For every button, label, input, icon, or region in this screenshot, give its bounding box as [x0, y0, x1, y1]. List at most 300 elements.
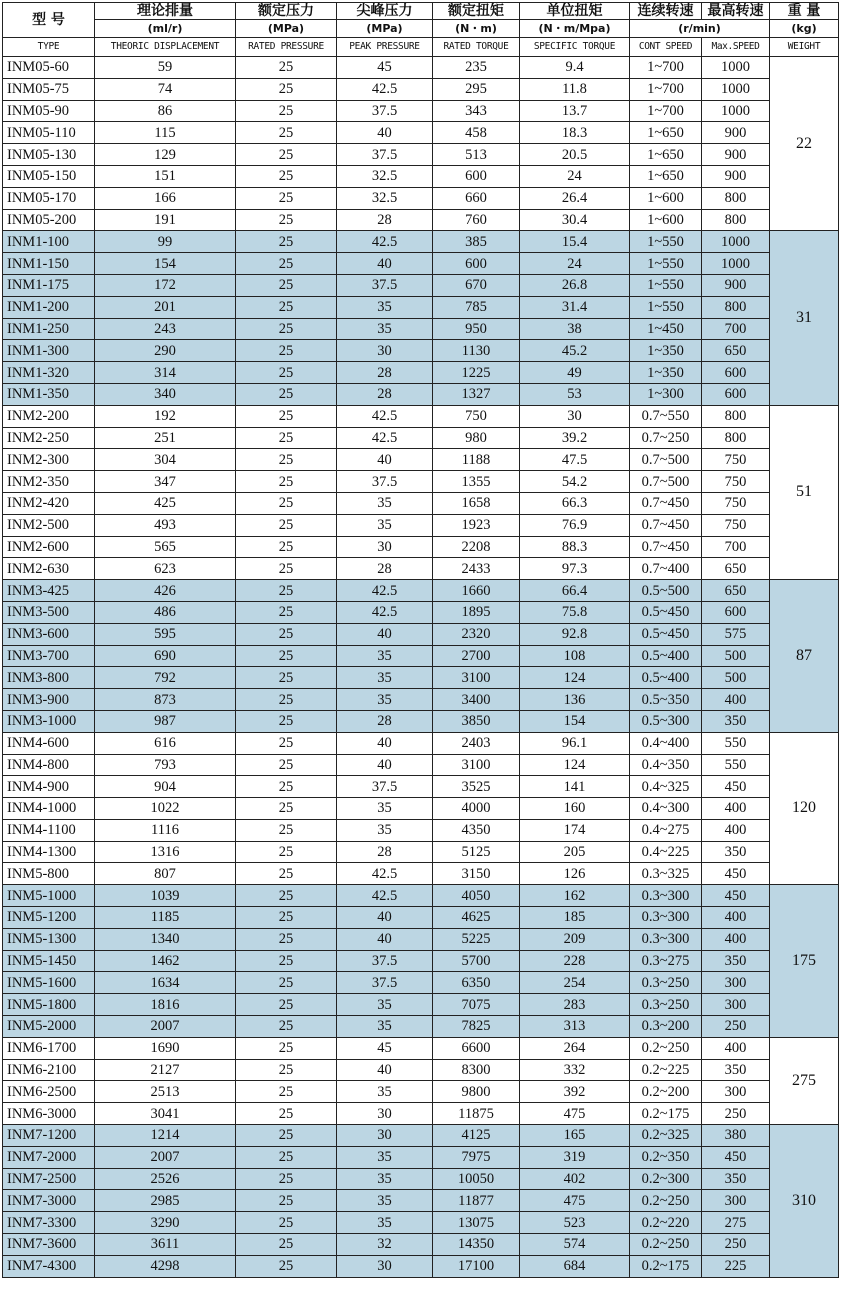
cell-peak-pressure: 35: [337, 1168, 433, 1190]
cell-max-speed: 350: [702, 710, 770, 732]
cell-specific-torque: 26.8: [520, 274, 630, 296]
cell-displacement: 793: [95, 754, 236, 776]
cell-peak-pressure: 37.5: [337, 100, 433, 122]
cell-model: INM05-75: [3, 78, 95, 100]
cell-max-speed: 350: [702, 1168, 770, 1190]
cell-peak-pressure: 42.5: [337, 231, 433, 253]
cell-rated-torque: 950: [433, 318, 520, 340]
cell-rated-pressure: 25: [236, 1059, 337, 1081]
cell-rated-pressure: 25: [236, 514, 337, 536]
cell-rated-torque: 1660: [433, 580, 520, 602]
cell-displacement: 1816: [95, 994, 236, 1016]
cell-weight: 275: [770, 1037, 839, 1124]
cell-model: INM6-2500: [3, 1081, 95, 1103]
cell-specific-torque: 185: [520, 907, 630, 929]
cell-max-speed: 300: [702, 994, 770, 1016]
cell-max-speed: 550: [702, 754, 770, 776]
cell-cont-speed: 0.4~400: [630, 732, 702, 754]
cell-peak-pressure: 35: [337, 689, 433, 711]
cell-displacement: 290: [95, 340, 236, 362]
table-row: [3, 798, 839, 820]
cell-peak-pressure: 35: [337, 645, 433, 667]
table-row: [3, 383, 839, 405]
cell-peak-pressure: 45: [337, 1037, 433, 1059]
cell-specific-torque: 24: [520, 253, 630, 275]
cell-displacement: 2985: [95, 1190, 236, 1212]
cell-cont-speed: 0.3~275: [630, 950, 702, 972]
cell-cont-speed: 0.3~300: [630, 907, 702, 929]
cell-rated-torque: 11877: [433, 1190, 520, 1212]
cell-max-speed: 400: [702, 928, 770, 950]
cell-model: INM3-425: [3, 580, 95, 602]
cell-cont-speed: 1~650: [630, 122, 702, 144]
cell-rated-torque: 2208: [433, 536, 520, 558]
cell-rated-torque: 17100: [433, 1255, 520, 1277]
cell-cont-speed: 0.3~300: [630, 928, 702, 950]
cell-max-speed: 1000: [702, 57, 770, 79]
cell-weight: 22: [770, 57, 839, 231]
header-speed-unit: (r/min): [630, 20, 770, 38]
cell-rated-torque: 4050: [433, 885, 520, 907]
cell-displacement: 623: [95, 558, 236, 580]
cell-weight: 51: [770, 405, 839, 579]
cell-cont-speed: 1~350: [630, 362, 702, 384]
cell-model: INM3-800: [3, 667, 95, 689]
cell-peak-pressure: 40: [337, 253, 433, 275]
table-row: [3, 253, 839, 275]
cell-displacement: 243: [95, 318, 236, 340]
cell-cont-speed: 0.5~350: [630, 689, 702, 711]
table-row: [3, 57, 839, 79]
cell-rated-torque: 1895: [433, 601, 520, 623]
cell-rated-pressure: 25: [236, 1234, 337, 1256]
cell-displacement: 1634: [95, 972, 236, 994]
cell-peak-pressure: 40: [337, 928, 433, 950]
cell-displacement: 191: [95, 209, 236, 231]
cell-max-speed: 900: [702, 144, 770, 166]
cell-cont-speed: 1~600: [630, 209, 702, 231]
cell-model: INM5-2000: [3, 1016, 95, 1038]
cell-peak-pressure: 35: [337, 994, 433, 1016]
cell-peak-pressure: 37.5: [337, 274, 433, 296]
cell-cont-speed: 1~550: [630, 296, 702, 318]
cell-model: INM05-200: [3, 209, 95, 231]
cell-cont-speed: 0.7~550: [630, 405, 702, 427]
cell-max-speed: 400: [702, 798, 770, 820]
cell-displacement: 304: [95, 449, 236, 471]
cell-rated-pressure: 25: [236, 231, 337, 253]
cell-cont-speed: 1~350: [630, 340, 702, 362]
cell-cont-speed: 0.2~175: [630, 1103, 702, 1125]
table-row: [3, 318, 839, 340]
cell-specific-torque: 47.5: [520, 449, 630, 471]
cell-rated-torque: 3150: [433, 863, 520, 885]
cell-cont-speed: 0.4~325: [630, 776, 702, 798]
cell-displacement: 873: [95, 689, 236, 711]
cell-model: INM05-110: [3, 122, 95, 144]
header-weight-cn: 重 量: [770, 3, 839, 20]
cell-model: INM5-1450: [3, 950, 95, 972]
header-rated-pressure-cn: 额定压力: [236, 3, 337, 20]
cell-specific-torque: 475: [520, 1190, 630, 1212]
cell-max-speed: 300: [702, 1081, 770, 1103]
cell-rated-pressure: 25: [236, 994, 337, 1016]
header-specific-torque-unit: (N・m/Mpa): [520, 20, 630, 38]
cell-model: INM7-3600: [3, 1234, 95, 1256]
cell-max-speed: 750: [702, 449, 770, 471]
cell-model: INM5-1200: [3, 907, 95, 929]
cell-rated-pressure: 25: [236, 144, 337, 166]
cell-specific-torque: 66.3: [520, 492, 630, 514]
header-model-cn: 型 号: [3, 3, 95, 38]
cell-rated-torque: 5125: [433, 841, 520, 863]
cell-peak-pressure: 30: [337, 536, 433, 558]
cell-peak-pressure: 42.5: [337, 78, 433, 100]
cell-specific-torque: 154: [520, 710, 630, 732]
cell-rated-torque: 1188: [433, 449, 520, 471]
cell-model: INM3-1000: [3, 710, 95, 732]
cell-specific-torque: 124: [520, 667, 630, 689]
table-row: [3, 885, 839, 907]
cell-rated-torque: 4125: [433, 1125, 520, 1147]
cell-model: INM05-170: [3, 187, 95, 209]
cell-rated-pressure: 25: [236, 1037, 337, 1059]
cell-peak-pressure: 35: [337, 318, 433, 340]
cell-cont-speed: 0.2~350: [630, 1146, 702, 1168]
cell-displacement: 59: [95, 57, 236, 79]
cell-displacement: 340: [95, 383, 236, 405]
cell-rated-torque: 1225: [433, 362, 520, 384]
cell-model: INM1-100: [3, 231, 95, 253]
cell-cont-speed: 0.3~325: [630, 863, 702, 885]
cell-cont-speed: 1~550: [630, 253, 702, 275]
header-rated-torque-en: RATED TORQUE: [433, 38, 520, 57]
table-row: [3, 471, 839, 493]
spec-table: [2, 2, 839, 1278]
cell-rated-torque: 6350: [433, 972, 520, 994]
cell-specific-torque: 254: [520, 972, 630, 994]
header-model-en: TYPE: [3, 38, 95, 57]
cell-weight: 120: [770, 732, 839, 885]
cell-peak-pressure: 35: [337, 514, 433, 536]
cell-peak-pressure: 37.5: [337, 972, 433, 994]
cell-peak-pressure: 40: [337, 1059, 433, 1081]
cell-specific-torque: 49: [520, 362, 630, 384]
cell-model: INM7-4300: [3, 1255, 95, 1277]
cell-model: INM2-420: [3, 492, 95, 514]
cell-max-speed: 700: [702, 536, 770, 558]
cell-max-speed: 450: [702, 863, 770, 885]
cell-specific-torque: 75.8: [520, 601, 630, 623]
table-row: [3, 296, 839, 318]
cell-rated-torque: 13075: [433, 1212, 520, 1234]
cell-specific-torque: 20.5: [520, 144, 630, 166]
cell-max-speed: 400: [702, 1037, 770, 1059]
cell-cont-speed: 0.3~300: [630, 885, 702, 907]
cell-cont-speed: 0.7~500: [630, 449, 702, 471]
table-row: [3, 1081, 839, 1103]
cell-model: INM6-1700: [3, 1037, 95, 1059]
cell-peak-pressure: 35: [337, 296, 433, 318]
cell-max-speed: 900: [702, 274, 770, 296]
cell-displacement: 4298: [95, 1255, 236, 1277]
cell-rated-pressure: 25: [236, 580, 337, 602]
cell-rated-pressure: 25: [236, 623, 337, 645]
cell-max-speed: 600: [702, 383, 770, 405]
cell-rated-torque: 670: [433, 274, 520, 296]
cell-rated-pressure: 25: [236, 798, 337, 820]
cell-max-speed: 450: [702, 1146, 770, 1168]
cell-rated-pressure: 25: [236, 383, 337, 405]
cell-specific-torque: 11.8: [520, 78, 630, 100]
cell-cont-speed: 0.7~400: [630, 558, 702, 580]
table-row: [3, 601, 839, 623]
cell-cont-speed: 1~550: [630, 231, 702, 253]
table-row: [3, 144, 839, 166]
cell-cont-speed: 0.5~400: [630, 645, 702, 667]
cell-cont-speed: 0.2~225: [630, 1059, 702, 1081]
cell-cont-speed: 0.2~200: [630, 1081, 702, 1103]
cell-peak-pressure: 42.5: [337, 427, 433, 449]
header-rated-pressure-unit: (MPa): [236, 20, 337, 38]
cell-peak-pressure: 32.5: [337, 165, 433, 187]
cell-rated-pressure: 25: [236, 427, 337, 449]
cell-model: INM5-1300: [3, 928, 95, 950]
cell-rated-pressure: 25: [236, 405, 337, 427]
cell-displacement: 425: [95, 492, 236, 514]
cell-rated-torque: 2403: [433, 732, 520, 754]
table-row: [3, 187, 839, 209]
cell-specific-torque: 209: [520, 928, 630, 950]
cell-cont-speed: 0.2~250: [630, 1037, 702, 1059]
cell-specific-torque: 332: [520, 1059, 630, 1081]
cell-peak-pressure: 35: [337, 492, 433, 514]
cell-max-speed: 750: [702, 471, 770, 493]
cell-peak-pressure: 30: [337, 1103, 433, 1125]
cell-peak-pressure: 42.5: [337, 863, 433, 885]
cell-cont-speed: 0.3~250: [630, 972, 702, 994]
cell-displacement: 1690: [95, 1037, 236, 1059]
cell-model: INM2-500: [3, 514, 95, 536]
cell-max-speed: 450: [702, 776, 770, 798]
cell-cont-speed: 0.7~500: [630, 471, 702, 493]
table-row: [3, 1212, 839, 1234]
header-specific-torque-en: SPECIFIC TORQUE: [520, 38, 630, 57]
cell-cont-speed: 0.3~200: [630, 1016, 702, 1038]
cell-rated-pressure: 25: [236, 1168, 337, 1190]
cell-specific-torque: 574: [520, 1234, 630, 1256]
table-row: [3, 689, 839, 711]
cell-specific-torque: 31.4: [520, 296, 630, 318]
cell-specific-torque: 475: [520, 1103, 630, 1125]
cell-peak-pressure: 35: [337, 819, 433, 841]
cell-rated-torque: 10050: [433, 1168, 520, 1190]
cell-rated-pressure: 25: [236, 296, 337, 318]
cell-rated-pressure: 25: [236, 710, 337, 732]
cell-rated-pressure: 25: [236, 819, 337, 841]
cell-rated-torque: 600: [433, 253, 520, 275]
cell-rated-torque: 4350: [433, 819, 520, 841]
cell-displacement: 2007: [95, 1016, 236, 1038]
cell-specific-torque: 38: [520, 318, 630, 340]
cell-displacement: 616: [95, 732, 236, 754]
cell-peak-pressure: 35: [337, 1016, 433, 1038]
cell-displacement: 99: [95, 231, 236, 253]
cell-rated-torque: 660: [433, 187, 520, 209]
cell-weight: 175: [770, 885, 839, 1038]
cell-peak-pressure: 37.5: [337, 144, 433, 166]
cell-peak-pressure: 30: [337, 340, 433, 362]
cell-model: INM1-150: [3, 253, 95, 275]
cell-rated-torque: 5700: [433, 950, 520, 972]
cell-rated-pressure: 25: [236, 645, 337, 667]
cell-model: INM7-3300: [3, 1212, 95, 1234]
cell-model: INM4-900: [3, 776, 95, 798]
header-displacement-en: THEORIC DISPLACEMENT: [95, 38, 236, 57]
cell-peak-pressure: 30: [337, 1125, 433, 1147]
cell-model: INM2-300: [3, 449, 95, 471]
cell-max-speed: 650: [702, 580, 770, 602]
cell-rated-torque: 5225: [433, 928, 520, 950]
table-row: [3, 209, 839, 231]
cell-peak-pressure: 37.5: [337, 950, 433, 972]
cell-rated-torque: 1355: [433, 471, 520, 493]
cell-cont-speed: 0.2~250: [630, 1190, 702, 1212]
table-row: [3, 1059, 839, 1081]
table-row: [3, 863, 839, 885]
cell-rated-torque: 11875: [433, 1103, 520, 1125]
cell-peak-pressure: 28: [337, 209, 433, 231]
cell-model: INM4-600: [3, 732, 95, 754]
cell-max-speed: 275: [702, 1212, 770, 1234]
cell-peak-pressure: 40: [337, 122, 433, 144]
cell-displacement: 807: [95, 863, 236, 885]
cell-rated-torque: 513: [433, 144, 520, 166]
cell-cont-speed: 0.5~400: [630, 667, 702, 689]
cell-specific-torque: 66.4: [520, 580, 630, 602]
cell-rated-pressure: 25: [236, 492, 337, 514]
cell-max-speed: 250: [702, 1234, 770, 1256]
cell-max-speed: 800: [702, 187, 770, 209]
cell-peak-pressure: 35: [337, 798, 433, 820]
cell-specific-torque: 13.7: [520, 100, 630, 122]
cell-displacement: 1116: [95, 819, 236, 841]
cell-rated-pressure: 25: [236, 907, 337, 929]
cell-rated-pressure: 25: [236, 536, 337, 558]
cell-model: INM5-1600: [3, 972, 95, 994]
cell-specific-torque: 264: [520, 1037, 630, 1059]
cell-max-speed: 1000: [702, 231, 770, 253]
cell-displacement: 426: [95, 580, 236, 602]
cell-rated-torque: 2320: [433, 623, 520, 645]
cell-model: INM3-900: [3, 689, 95, 711]
cell-specific-torque: 228: [520, 950, 630, 972]
cell-max-speed: 800: [702, 296, 770, 318]
table-header: [3, 3, 839, 57]
cell-model: INM05-90: [3, 100, 95, 122]
cell-rated-pressure: 25: [236, 667, 337, 689]
cell-rated-pressure: 25: [236, 1212, 337, 1234]
cell-cont-speed: 0.5~500: [630, 580, 702, 602]
cell-peak-pressure: 42.5: [337, 885, 433, 907]
cell-rated-pressure: 25: [236, 1081, 337, 1103]
cell-specific-torque: 54.2: [520, 471, 630, 493]
cell-cont-speed: 0.4~225: [630, 841, 702, 863]
cell-specific-torque: 136: [520, 689, 630, 711]
cell-rated-pressure: 25: [236, 187, 337, 209]
cell-rated-pressure: 25: [236, 274, 337, 296]
cell-displacement: 251: [95, 427, 236, 449]
table-row: [3, 1190, 839, 1212]
cell-model: INM05-60: [3, 57, 95, 79]
cell-model: INM2-630: [3, 558, 95, 580]
cell-displacement: 493: [95, 514, 236, 536]
cell-specific-torque: 88.3: [520, 536, 630, 558]
cell-peak-pressure: 40: [337, 907, 433, 929]
cell-model: INM05-150: [3, 165, 95, 187]
cell-weight: 87: [770, 580, 839, 733]
table-row: [3, 427, 839, 449]
cell-model: INM1-175: [3, 274, 95, 296]
table-row: [3, 405, 839, 427]
cell-max-speed: 250: [702, 1103, 770, 1125]
cell-rated-pressure: 25: [236, 754, 337, 776]
table-row: [3, 1016, 839, 1038]
cell-cont-speed: 1~600: [630, 187, 702, 209]
cell-displacement: 151: [95, 165, 236, 187]
cell-specific-torque: 53: [520, 383, 630, 405]
cell-displacement: 192: [95, 405, 236, 427]
cell-rated-pressure: 25: [236, 78, 337, 100]
cell-displacement: 347: [95, 471, 236, 493]
cell-peak-pressure: 42.5: [337, 405, 433, 427]
cell-rated-pressure: 25: [236, 1016, 337, 1038]
table-row: [3, 645, 839, 667]
cell-max-speed: 900: [702, 122, 770, 144]
header-max-speed-cn: 最高转速: [702, 3, 770, 20]
header-cont-speed-en: CONT SPEED: [630, 38, 702, 57]
header-rated-torque-unit: (N・m): [433, 20, 520, 38]
cell-model: INM4-800: [3, 754, 95, 776]
cell-max-speed: 800: [702, 209, 770, 231]
cell-rated-torque: 9800: [433, 1081, 520, 1103]
cell-displacement: 1214: [95, 1125, 236, 1147]
cell-model: INM3-700: [3, 645, 95, 667]
cell-specific-torque: 92.8: [520, 623, 630, 645]
cell-rated-pressure: 25: [236, 972, 337, 994]
cell-specific-torque: 313: [520, 1016, 630, 1038]
header-specific-torque-cn: 单位扭矩: [520, 3, 630, 20]
cell-peak-pressure: 40: [337, 623, 433, 645]
cell-max-speed: 300: [702, 972, 770, 994]
cell-rated-torque: 1130: [433, 340, 520, 362]
cell-model: INM4-1100: [3, 819, 95, 841]
cell-rated-torque: 8300: [433, 1059, 520, 1081]
cell-rated-pressure: 25: [236, 449, 337, 471]
cell-rated-torque: 1923: [433, 514, 520, 536]
table-row: [3, 100, 839, 122]
cell-rated-pressure: 25: [236, 950, 337, 972]
cell-max-speed: 400: [702, 907, 770, 929]
cell-displacement: 2513: [95, 1081, 236, 1103]
cell-rated-torque: 3100: [433, 667, 520, 689]
cell-specific-torque: 26.4: [520, 187, 630, 209]
cell-displacement: 86: [95, 100, 236, 122]
cell-peak-pressure: 30: [337, 1255, 433, 1277]
cell-model: INM4-1300: [3, 841, 95, 863]
table-row: [3, 667, 839, 689]
cell-peak-pressure: 35: [337, 1190, 433, 1212]
